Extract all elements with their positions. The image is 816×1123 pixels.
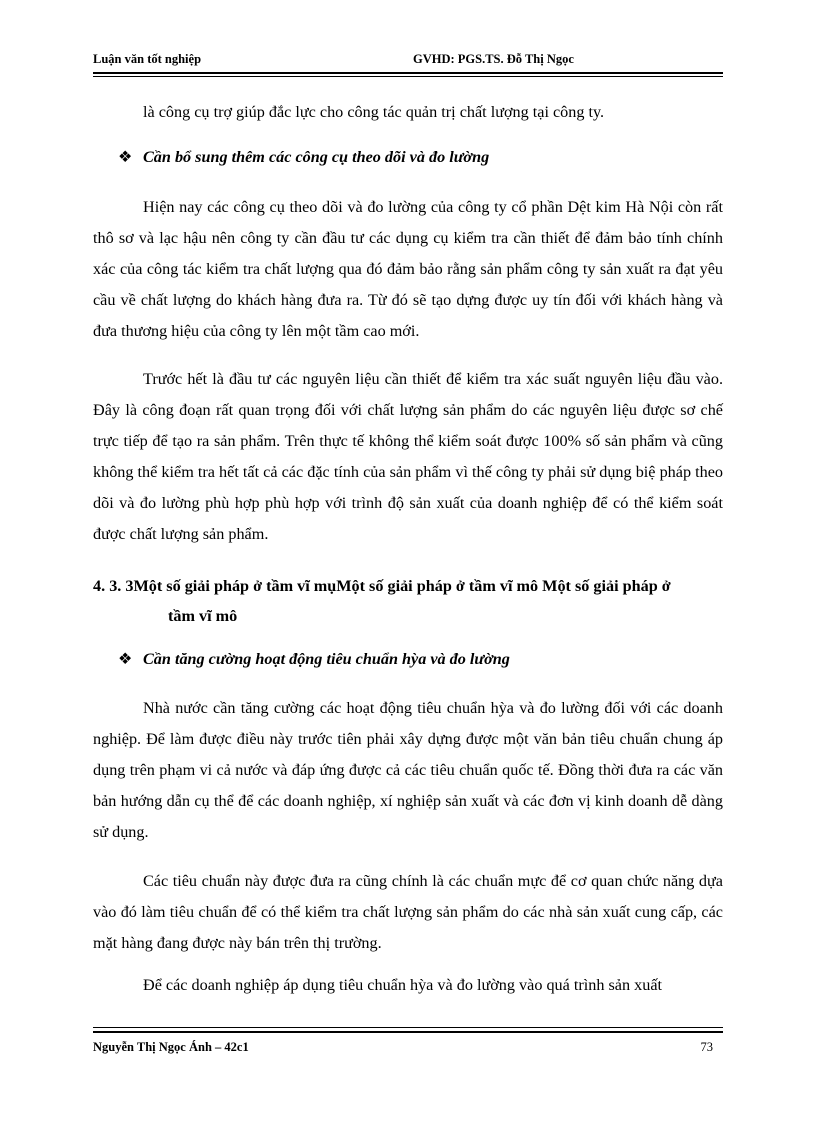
bullet-heading-2-text: Cần tăng cường hoạt động tiêu chuẩn hỳa và đo lường [143,650,510,668]
page-header [93,52,723,72]
bullet-heading-1-text: Cần bổ sung thêm các công cụ theo dõi và đo lường [143,148,490,166]
diamond-bullet-icon: ❖ [118,650,133,668]
section-heading-line2: tầm vĩ mô [168,607,238,625]
footer-rule-thin [93,1027,723,1028]
bullet-heading-1 [118,147,489,167]
paragraph-2: Trước hết là đầu tư các nguyên liệu cần thiết để kiểm tra xác suất nguyên liệu đầu vào. Đây là công đoạn rất quan trọng đối với chất lượng sản phẩm do các nguyên liệu được sơ chế trực tiếp để tạo ra sản phẩm. Trên thực tế không thể kiểm soát được 100% số sản phẩm và cũng không thể kiểm tra hết tất cả các đặc tính của sản phẩm vì thế công ty phải sử dụng biệ pháp theo dõi và đo lường phù hợp phù hợp với trình độ sản xuất của doanh nghiệp để có thể kiểm soát được chất lượng sản phẩm. [93,370,723,543]
paragraph-3: Nhà nước cần tăng cường các hoạt động tiêu chuẩn hỳa và đo lường đối với các doanh nghiệp. Để làm được điều này trước tiên phải xây dựng được một văn bản tiêu chuẩn chung áp dụng trên phạm vi cả nước và đáp ứng được cả các tiêu chuẩn quốc tế. Đồng thời đưa ra các văn bản hướng dẫn cụ thể để các doanh nghiệp, xí nghiệp sản xuất và các đơn vị kinh doanh dễ dàng sử dụng. [93,699,723,841]
footer-author: Nguyễn Thị Ngọc Ánh – 42c1 [93,1040,249,1054]
paragraph-1: Hiện nay các công cụ theo dõi và đo lường của công ty cổ phần Dệt kim Hà Nội còn rất thô sơ và lạc hậu nên công ty cần đầu tư các dụng cụ kiểm tra cần thiết để đảm bảo tính chính xác của công tác kiểm tra chất lượng qua đó đảm bảo rằng sản phẩm công ty sản xuất ra đạt yêu cầu về chất lượng do khách hàng đưa ra. Từ đó sẽ tạo dựng được uy tín đối với khách hàng và đưa thương hiệu của công ty lên một tầm cao mới. [93,198,723,340]
footer-rule-thick [93,1031,723,1033]
header-rule-thick [93,72,723,74]
header-rule-thin [93,76,723,77]
section-heading [93,571,723,631]
diamond-bullet-icon: ❖ [118,148,133,166]
bullet-heading-2 [118,649,510,669]
paragraph-4: Các tiêu chuẩn này được đưa ra cũng chính là các chuẩn mực để cơ quan chức năng dựa vào đó làm tiêu chuẩn để có thể kiểm tra chất lượng sản phẩm do các nhà sản xuất cung cấp, các mặt hàng đang được này bán trên thị trường. [93,872,723,952]
section-heading-line1: 4. 3. 3Một số giải pháp ở tầm vĩ mụMột số giải pháp ở tầm vĩ mô Một số giải pháp ở [93,577,671,595]
continuation-line: là công cụ trợ giúp đắc lực cho công tác quản trị chất lượng tại công ty. [143,103,605,121]
paragraph-5: Để các doanh nghiệp áp dụng tiêu chuẩn hỳa và đo lường vào quá trình sản xuất [143,976,662,994]
header-supervisor: GVHD: PGS.TS. Đỗ Thị Ngọc [413,52,574,66]
header-title: Luận văn tốt nghiệp [93,52,202,66]
page-number: 73 [700,1040,713,1054]
